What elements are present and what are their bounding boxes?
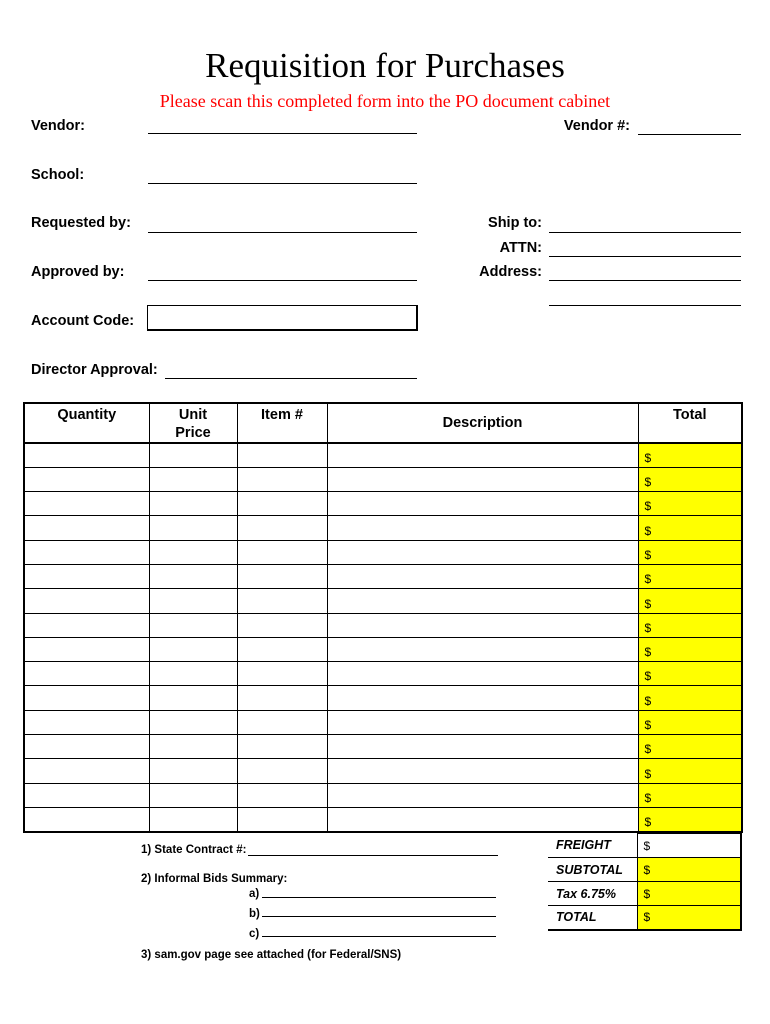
total-cell[interactable]: $ <box>638 735 742 759</box>
total-cell[interactable]: $ <box>638 540 742 564</box>
total-cell[interactable]: $ <box>638 492 742 516</box>
unit-price-cell[interactable] <box>149 516 237 540</box>
total-cell[interactable]: $ <box>638 467 742 491</box>
attn-label: ATTN: <box>499 240 542 256</box>
table-row <box>24 516 742 540</box>
bid-c-field[interactable] <box>262 936 496 937</box>
description-cell[interactable] <box>327 662 638 686</box>
subtotal-label: SUBTOTAL <box>548 858 637 882</box>
total-cell[interactable]: $ <box>638 637 742 661</box>
description-cell[interactable] <box>327 589 638 613</box>
description-cell[interactable] <box>327 759 638 783</box>
total-value[interactable]: $ <box>637 906 741 930</box>
items-table <box>23 402 743 833</box>
item-number-cell[interactable] <box>237 516 327 540</box>
item-number-cell[interactable] <box>237 443 327 467</box>
unit-price-cell[interactable] <box>149 564 237 588</box>
quantity-cell[interactable] <box>24 637 149 661</box>
total-cell[interactable]: $ <box>638 443 742 467</box>
tax-value[interactable]: $ <box>637 882 741 906</box>
item-number-cell[interactable] <box>237 759 327 783</box>
total-label: TOTAL <box>548 906 637 930</box>
vendor-number-field[interactable] <box>638 134 741 135</box>
quantity-cell[interactable] <box>24 662 149 686</box>
unit-price-cell[interactable] <box>149 540 237 564</box>
unit-price-cell[interactable] <box>149 443 237 467</box>
ship-to-label: Ship to: <box>488 215 542 231</box>
subtotal-row <box>548 858 741 882</box>
unit-price-cell[interactable] <box>149 492 237 516</box>
quantity-cell[interactable] <box>24 807 149 831</box>
unit-price-cell[interactable] <box>149 759 237 783</box>
header-description: Description <box>327 403 638 443</box>
unit-price-cell[interactable] <box>149 783 237 807</box>
informal-bids-label: 2) Informal Bids Summary: <box>141 873 288 885</box>
quantity-cell[interactable] <box>24 710 149 734</box>
sam-gov-note: 3) sam.gov page see attached (for Federal/SNS) <box>141 949 402 961</box>
header-quantity: Quantity <box>24 403 149 443</box>
item-number-cell[interactable] <box>237 807 327 831</box>
total-cell[interactable]: $ <box>638 710 742 734</box>
ship-to-field[interactable] <box>549 232 741 233</box>
description-cell[interactable] <box>327 516 638 540</box>
account-code-field[interactable] <box>147 305 418 331</box>
state-contract-label: 1) State Contract #: <box>141 844 247 856</box>
tax-row <box>548 882 741 906</box>
table-row <box>24 589 742 613</box>
description-cell[interactable] <box>327 492 638 516</box>
unit-price-cell[interactable] <box>149 613 237 637</box>
director-approval-field[interactable] <box>165 378 417 379</box>
vendor-number-label: Vendor #: <box>563 118 630 134</box>
item-number-cell[interactable] <box>237 564 327 588</box>
quantity-cell[interactable] <box>24 516 149 540</box>
description-cell[interactable] <box>327 564 638 588</box>
unit-price-cell[interactable] <box>149 735 237 759</box>
description-cell[interactable] <box>327 637 638 661</box>
freight-gap <box>616 834 637 858</box>
vendor-label: Vendor: <box>31 118 85 134</box>
description-cell[interactable] <box>327 613 638 637</box>
approved-by-label: Approved by: <box>31 264 125 280</box>
quantity-cell[interactable] <box>24 589 149 613</box>
description-cell[interactable] <box>327 735 638 759</box>
item-number-cell[interactable] <box>237 637 327 661</box>
item-number-cell[interactable] <box>237 613 327 637</box>
total-cell[interactable]: $ <box>638 807 742 831</box>
total-cell[interactable]: $ <box>638 759 742 783</box>
address-field-2[interactable] <box>549 305 741 306</box>
total-cell[interactable]: $ <box>638 589 742 613</box>
item-number-cell[interactable] <box>237 710 327 734</box>
item-number-cell[interactable] <box>237 589 327 613</box>
unit-price-cell[interactable] <box>149 589 237 613</box>
description-cell[interactable] <box>327 686 638 710</box>
quantity-cell[interactable] <box>24 540 149 564</box>
address-label: Address: <box>479 264 542 280</box>
table-row <box>24 637 742 661</box>
description-cell[interactable] <box>327 783 638 807</box>
item-number-cell[interactable] <box>237 467 327 491</box>
freight-row <box>548 834 741 858</box>
approved-by-field[interactable] <box>148 280 417 281</box>
table-row <box>24 710 742 734</box>
page-title: Requisition for Purchases <box>205 46 565 85</box>
freight-label: FREIGHT <box>548 834 616 858</box>
description-cell[interactable] <box>327 710 638 734</box>
total-cell[interactable]: $ <box>638 613 742 637</box>
table-row <box>24 662 742 686</box>
item-number-cell[interactable] <box>237 686 327 710</box>
unit-price-cell[interactable] <box>149 686 237 710</box>
table-row <box>24 613 742 637</box>
unit-price-cell[interactable] <box>149 662 237 686</box>
school-field[interactable] <box>148 183 417 184</box>
bid-a-field[interactable] <box>262 897 496 898</box>
director-approval-label: Director Approval: <box>31 362 158 378</box>
quantity-cell[interactable] <box>24 686 149 710</box>
header-total: Total <box>638 403 742 443</box>
school-label: School: <box>31 167 85 183</box>
item-number-cell[interactable] <box>237 662 327 686</box>
address-field-1[interactable] <box>549 280 741 281</box>
bid-c-label: c) <box>249 928 260 940</box>
bid-b-label: b) <box>249 908 260 920</box>
account-code-label: Account Code: <box>31 313 135 329</box>
item-number-cell[interactable] <box>237 735 327 759</box>
total-cell[interactable]: $ <box>638 516 742 540</box>
description-cell[interactable] <box>327 467 638 491</box>
table-row <box>24 443 742 467</box>
requested-by-field[interactable] <box>148 232 417 233</box>
item-number-cell[interactable] <box>237 540 327 564</box>
total-cell[interactable]: $ <box>638 564 742 588</box>
quantity-cell[interactable] <box>24 467 149 491</box>
vendor-field[interactable] <box>148 133 417 134</box>
bid-b-field[interactable] <box>262 916 496 917</box>
quantity-cell[interactable] <box>24 613 149 637</box>
page-subtitle: Please scan this completed form into the PO document cabinet <box>159 91 611 111</box>
item-number-cell[interactable] <box>237 492 327 516</box>
table-row <box>24 686 742 710</box>
header-unit-price-text: Unit Price <box>175 407 211 441</box>
freight-value[interactable]: $ <box>637 834 741 858</box>
tax-label: Tax 6.75% <box>548 882 637 906</box>
total-row <box>548 906 741 930</box>
item-number-cell[interactable] <box>237 783 327 807</box>
total-cell[interactable]: $ <box>638 662 742 686</box>
quantity-cell[interactable] <box>24 759 149 783</box>
table-row <box>24 467 742 491</box>
unit-price-cell[interactable] <box>149 807 237 831</box>
description-cell[interactable] <box>327 807 638 831</box>
subtotal-value[interactable]: $ <box>637 858 741 882</box>
attn-field[interactable] <box>549 256 741 257</box>
quantity-cell[interactable] <box>24 783 149 807</box>
table-row <box>24 564 742 588</box>
header-unit-price <box>149 403 237 443</box>
quantity-cell[interactable] <box>24 492 149 516</box>
state-contract-field[interactable] <box>248 855 498 856</box>
table-row <box>24 783 742 807</box>
table-row <box>24 759 742 783</box>
table-row <box>24 492 742 516</box>
description-cell[interactable] <box>327 443 638 467</box>
quantity-cell[interactable] <box>24 735 149 759</box>
quantity-cell[interactable] <box>24 443 149 467</box>
summary-table <box>548 833 742 931</box>
header-item-number: Item # <box>237 403 327 443</box>
table-row <box>24 735 742 759</box>
table-row <box>24 807 742 831</box>
table-header-row <box>24 403 742 443</box>
bid-a-label: a) <box>249 888 260 900</box>
requested-by-label: Requested by: <box>31 215 131 231</box>
unit-price-cell[interactable] <box>149 637 237 661</box>
total-cell[interactable]: $ <box>638 783 742 807</box>
unit-price-cell[interactable] <box>149 467 237 491</box>
unit-price-cell[interactable] <box>149 710 237 734</box>
total-cell[interactable]: $ <box>638 686 742 710</box>
table-row <box>24 540 742 564</box>
description-cell[interactable] <box>327 540 638 564</box>
quantity-cell[interactable] <box>24 564 149 588</box>
